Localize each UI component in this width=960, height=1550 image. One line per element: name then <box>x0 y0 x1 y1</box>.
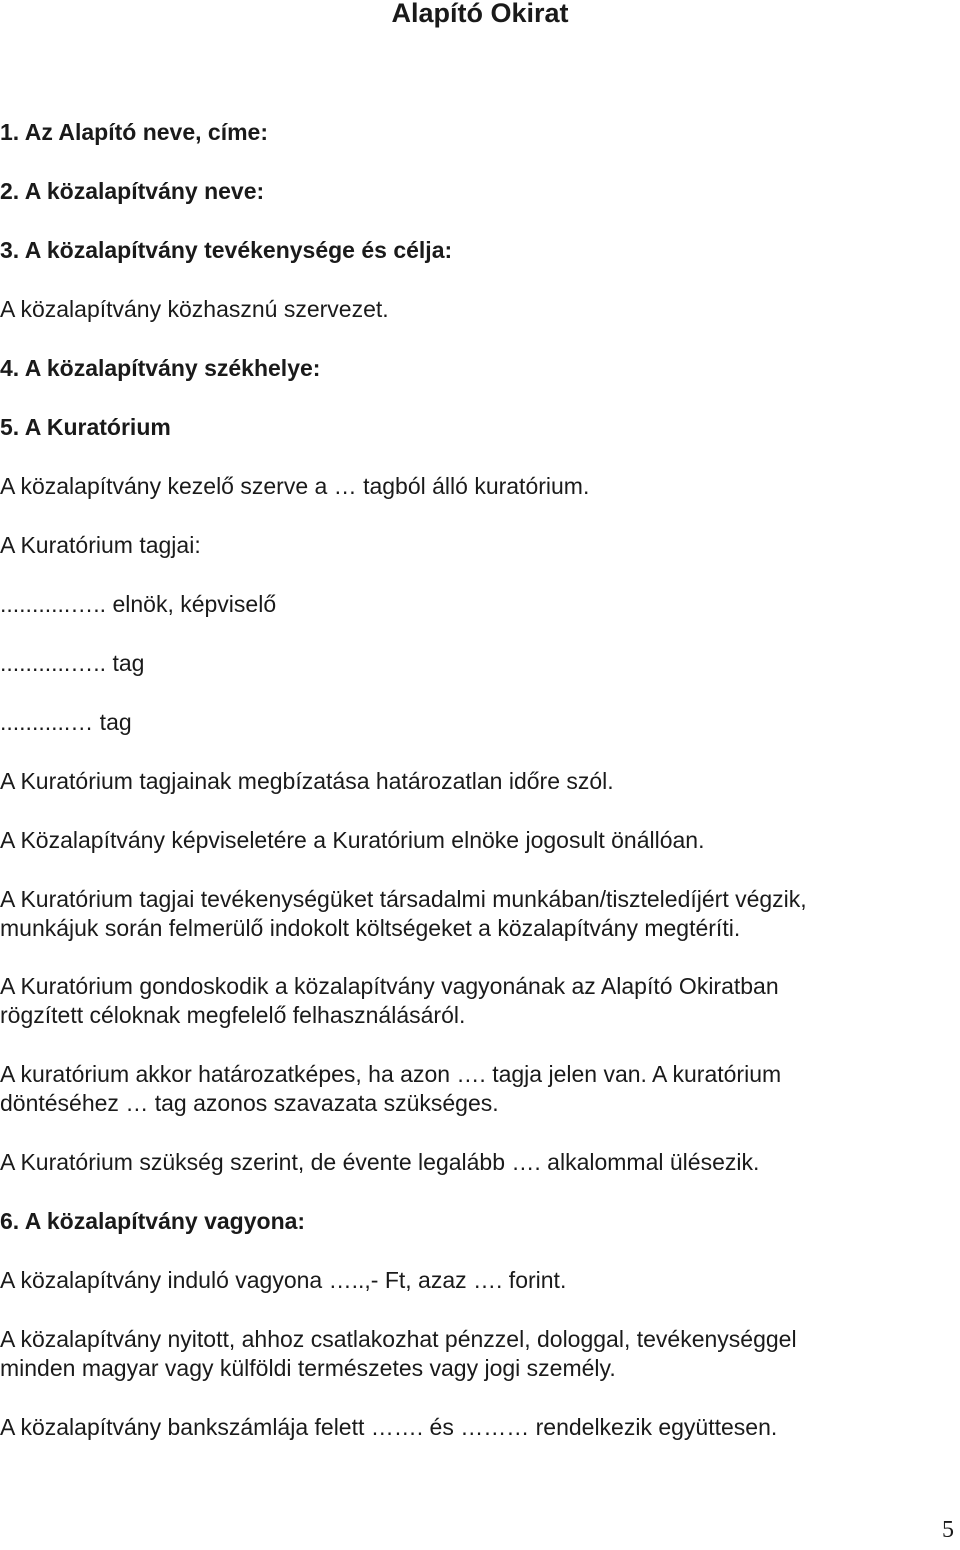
paragraph-gondoskodik-line-1: A Kuratórium gondoskodik a közalapítvány vagyonának az Alapító Okiratban <box>0 973 779 999</box>
paragraph-indulo-vagyon: A közalapítvány induló vagyona …..,- Ft, azaz …. forint. <box>0 1267 567 1293</box>
heading-kuratorium: 5. A Kuratórium <box>0 414 171 440</box>
heading-tevekenyseg-celja: 3. A közalapítvány tevékenysége és célja: <box>0 237 453 263</box>
paragraph-nyitott-line-2: minden magyar vagy külföldi természetes vagy jogi személy. <box>0 1355 616 1381</box>
heading-vagyon: 6. A közalapítvány vagyona: <box>0 1208 306 1234</box>
paragraph-megbizatas: A Kuratórium tagjainak megbízatása határozatlan időre szól. <box>0 768 614 794</box>
document-title: Alapító Okirat <box>391 0 569 28</box>
paragraph-kozhasznu: A közalapítvány közhasznú szervezet. <box>0 296 389 322</box>
paragraph-gondoskodik-line-2: rögzített céloknak megfelelő felhasználásáról. <box>0 1002 466 1028</box>
paragraph-nyitott-line-1: A közalapítvány nyitott, ahhoz csatlakozhat pénzzel, dologgal, tevékenységgel <box>0 1326 797 1352</box>
paragraph-hatarozatkepes-line-2: döntéséhez … tag azonos szavazata szükséges. <box>0 1090 499 1116</box>
paragraph-kuratorium-tagjai: A Kuratórium tagjai: <box>0 532 201 558</box>
heading-kozalapitvany-neve: 2. A közalapítvány neve: <box>0 178 265 204</box>
paragraph-hatarozatkepes-line-1: A kuratórium akkor határozatképes, ha azon …. tagja jelen van. A kuratórium <box>0 1061 782 1087</box>
member-line-tag-1: ...........….. tag <box>0 650 145 676</box>
paragraph-kepviselet: A Közalapítvány képviseletére a Kuratórium elnöke jogosult önállóan. <box>0 827 705 853</box>
member-line-elnok: ...........….. elnök, képviselő <box>0 591 277 617</box>
member-line-tag-2: ...........… tag <box>0 709 132 735</box>
paragraph-ules: A Kuratórium szükség szerint, de évente legalább …. alkalommal ülésezik. <box>0 1149 760 1175</box>
page-number: 5 <box>942 1517 954 1543</box>
paragraph-bankszamla: A közalapítvány bankszámlája felett ……. és ……… rendelkezik együttesen. <box>0 1414 778 1440</box>
heading-alapito-neve: 1. Az Alapító neve, címe: <box>0 119 268 145</box>
paragraph-tevekenyseg-line-1: A Kuratórium tagjai tevékenységüket társadalmi munkában/tiszteledíjért végzik, <box>0 886 807 912</box>
paragraph-kezelo-szerv: A közalapítvány kezelő szerve a … tagból álló kuratórium. <box>0 473 590 499</box>
heading-szekhely: 4. A közalapítvány székhelye: <box>0 355 321 381</box>
paragraph-tevekenyseg-line-2: munkájuk során felmerülő indokolt költségeket a közalapítvány megtéríti. <box>0 915 741 941</box>
